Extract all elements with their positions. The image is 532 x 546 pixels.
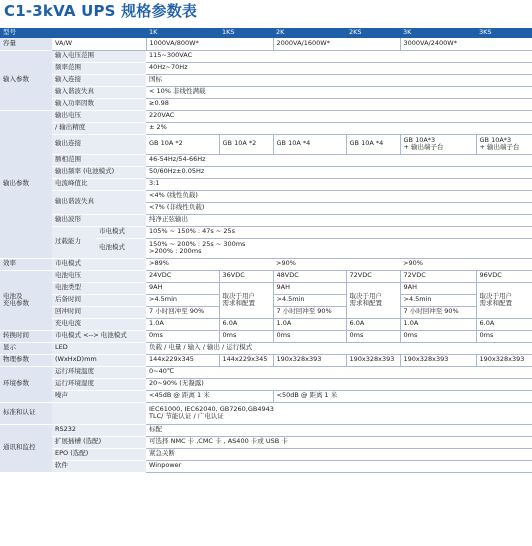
category-output: 输出参数	[0, 110, 52, 258]
display-value: 负载 / 电量 / 输入 / 输出 / 运行模式	[146, 342, 532, 354]
table-row	[0, 98, 532, 110]
output-connection-2k: GB 10A *4	[273, 134, 346, 154]
output-connection-1ks: GB 10A *2	[219, 134, 273, 154]
output-voltage-label: 输出电压	[52, 110, 146, 122]
input-voltage-value: 115~300VAC	[146, 50, 532, 62]
table-row	[0, 448, 532, 460]
table-row	[0, 282, 532, 294]
efficiency-3k: >90%	[400, 258, 532, 270]
page-title: C1-3kVA UPS 规格参数表	[4, 2, 198, 20]
dimension-2ks: 190x328x393	[346, 354, 400, 366]
dimension-3ks: 190x328x393	[476, 354, 532, 366]
output-connection-3k: GB 10A*3 + 输出端子台	[400, 134, 476, 154]
output-rated-freq-value: 46-54Hz/54-66Hz	[146, 154, 532, 166]
comm-slot-label: 扩展插槽 (选配)	[52, 436, 146, 448]
category-standards: 标准和认证	[0, 402, 52, 424]
dimension-1ks: 144x229x345	[219, 354, 273, 366]
output-crest-value: 3:1	[146, 178, 532, 190]
efficiency-1k: >89%	[146, 258, 273, 270]
dimension-3k: 190x328x393	[400, 354, 476, 366]
comm-rs232-label: RS232	[52, 424, 146, 436]
output-thd-label: 输出谐波失真	[52, 190, 146, 214]
capacity-3k: 3000VA/2400W*	[400, 38, 532, 50]
battery-voltage-2k: 48VDC	[273, 270, 346, 282]
header-2ks: 2KS	[346, 28, 400, 38]
category-efficiency: 效率	[0, 258, 52, 270]
output-overload-label: 过载能力	[52, 226, 96, 258]
dimension-1k: 144x229x345	[146, 354, 219, 366]
output-thd-linear: <4% (线性负载)	[146, 190, 532, 202]
header-2k: 2K	[273, 28, 346, 38]
battery-current-label: 充电电流	[52, 318, 146, 330]
table-row	[0, 214, 532, 226]
input-connection-value: 国标	[146, 74, 532, 86]
table-row	[0, 390, 532, 402]
table-row	[0, 330, 532, 342]
comm-epo-value: 紧急关断	[146, 448, 532, 460]
battery-voltage-1k: 24VDC	[146, 270, 219, 282]
battery-voltage-1ks: 36VDC	[219, 270, 273, 282]
input-freq-value: 40Hz~70Hz	[146, 62, 532, 74]
header-model: 型号	[0, 28, 146, 38]
table-row	[0, 460, 532, 472]
overload-mains-label: 市电模式	[96, 226, 146, 238]
output-waveform-label: 输出波形	[52, 214, 146, 226]
battery-current-2ks: 6.0A	[346, 318, 400, 330]
standards-line2: TLC/ 节能认证 / 广电认证	[149, 412, 224, 420]
environment-humidity-label: 运行环境湿度	[52, 378, 146, 390]
capacity-2k: 2000VA/1600W*	[273, 38, 400, 50]
battery-current-3ks: 6.0A	[476, 318, 532, 330]
input-freq-label: 频率范围	[52, 62, 146, 74]
header-1k: 1K	[146, 28, 219, 38]
output-thd-nonlinear: <7% (非线性负载)	[146, 202, 532, 214]
battery-voltage-2ks: 72VDC	[346, 270, 400, 282]
category-comm: 通讯和监控	[0, 424, 52, 472]
comm-rs232-value: 标配	[146, 424, 532, 436]
input-voltage-label: 输入电压范围	[52, 50, 146, 62]
table-row	[0, 110, 532, 122]
category-dimension: 物理参数	[0, 354, 52, 366]
battery-recharge-1k: 7 小时回冲至 90%	[146, 306, 219, 318]
overload-battery-label: 电池模式	[96, 238, 146, 258]
efficiency-2k: >90%	[273, 258, 400, 270]
header-1ks: 1KS	[219, 28, 273, 38]
table-row	[0, 190, 532, 202]
environment-noise-2k3k: <50dB @ 距离 1 米	[273, 390, 532, 402]
battery-recharge-label: 回冲时间	[52, 306, 146, 318]
battery-voltage-3ks: 96VDC	[476, 270, 532, 282]
category-transfer: 转换时间	[0, 330, 52, 342]
battery-backup-2k: >4.5min	[273, 294, 346, 306]
battery-type-label: 电池类型	[52, 282, 146, 294]
comm-epo-label: EPO (选配)	[52, 448, 146, 460]
input-pf-label: 输入功率因数	[52, 98, 146, 110]
battery-voltage-label: 电池电压	[52, 270, 146, 282]
battery-current-1k: 1.0A	[146, 318, 219, 330]
dimension-2k: 190x328x393	[273, 354, 346, 366]
table-row	[0, 122, 532, 134]
overload-mains-value: 105% ~ 150% : 47s ~ 25s	[146, 226, 532, 238]
output-battery-freq-label: 输出频率 (电池模式)	[52, 166, 146, 178]
category-battery: 电池及 充电参数	[0, 270, 52, 330]
output-crest-label: 电流峰值比	[52, 178, 146, 190]
output-connection-3ks: GB 10A*3 + 输出端子台	[476, 134, 532, 154]
table-row	[0, 402, 532, 424]
battery-current-3k: 1.0A	[400, 318, 476, 330]
comm-software-label: 软件	[52, 460, 146, 472]
table-row	[0, 226, 532, 238]
transfer-3ks: 0ms	[476, 330, 532, 342]
capacity-unit: VA/W	[52, 38, 146, 50]
battery-type-2k: 9AH	[273, 282, 346, 294]
output-connection-1k: GB 10A *2	[146, 134, 219, 154]
overload-battery-value	[146, 238, 532, 258]
input-connection-label: 输入连接	[52, 74, 146, 86]
table-row	[0, 50, 532, 62]
category-display: 显示	[0, 342, 52, 354]
comm-slot-value: 可选择 NMC 卡 ,CMC 卡 , AS400 卡或 USB 卡	[146, 436, 532, 448]
table-row	[0, 38, 532, 50]
environment-temp-value: 0~40℃	[146, 366, 532, 378]
table-row	[0, 318, 532, 330]
category-environment: 环境参数	[0, 366, 52, 402]
table-row	[0, 178, 532, 190]
transfer-1ks: 0ms	[219, 330, 273, 342]
transfer-3k: 0ms	[400, 330, 476, 342]
environment-noise-1k: <45dB @ 距离 1 米	[146, 390, 273, 402]
transfer-2ks: 0ms	[346, 330, 400, 342]
table-row	[0, 354, 532, 366]
battery-depends-1ks: 取决于用户 需求和配置	[219, 282, 273, 318]
table-row	[0, 424, 532, 436]
battery-depends-3ks: 取决于用户 需求和配置	[476, 282, 532, 318]
battery-backup-1k: >4.5min	[146, 294, 219, 306]
header-3k: 3K	[400, 28, 476, 38]
dimension-label: (WxHxD)mm	[52, 354, 146, 366]
battery-backup-3k: >4.5min	[400, 294, 476, 306]
table-row	[0, 154, 532, 166]
battery-type-3k: 9AH	[400, 282, 476, 294]
output-connection-2ks: GB 10A *4	[346, 134, 400, 154]
battery-voltage-3k: 72VDC	[400, 270, 476, 282]
output-waveform-value: 纯净正弦输出	[146, 214, 532, 226]
battery-backup-label: 后备时间	[52, 294, 146, 306]
battery-current-2k: 1.0A	[273, 318, 346, 330]
table-row	[0, 258, 532, 270]
table-row	[0, 86, 532, 98]
battery-recharge-3k: 7 小时回冲至 90%	[400, 306, 476, 318]
table-row	[0, 74, 532, 86]
environment-temp-label: 运行环境温度	[52, 366, 146, 378]
environment-noise-label: 噪声	[52, 390, 146, 402]
battery-depends-2ks: 取决于用户 需求和配置	[346, 282, 400, 318]
output-precision-value: ± 2%	[146, 122, 532, 134]
battery-recharge-2k: 7 小时回冲至 90%	[273, 306, 346, 318]
output-connection-label: 输出连接	[52, 134, 146, 154]
output-battery-freq-value: 50/60Hz±0.05Hz	[146, 166, 532, 178]
category-input: 输入参数	[0, 50, 52, 110]
overload-battery-line1: 150% ~ 200% : 25s ~ 300ms	[149, 239, 246, 248]
category-capacity: 容量	[0, 38, 52, 50]
output-voltage-value: 220VAC	[146, 110, 532, 122]
standards-blank	[52, 402, 146, 424]
overload-battery-line2: >200% : 200ms	[149, 247, 202, 255]
output-precision-label: / 输出精度	[52, 122, 146, 134]
transfer-label: 市电模式 <--> 电池模式	[52, 330, 146, 342]
input-thd-label: 输入谐波失真	[52, 86, 146, 98]
standards-line1: IEC61000, IEC62040, GB7260,GB4943	[149, 404, 274, 413]
battery-type-1k: 9AH	[146, 282, 219, 294]
standards-value	[146, 402, 532, 424]
table-row	[0, 62, 532, 74]
table-row	[0, 436, 532, 448]
battery-current-1ks: 6.0A	[219, 318, 273, 330]
output-rated-freq-label: 额相范围	[52, 154, 146, 166]
table-row	[0, 366, 532, 378]
table-row	[0, 378, 532, 390]
table-row	[0, 342, 532, 354]
table-row	[0, 270, 532, 282]
comm-software-value: Winpower	[146, 460, 532, 472]
capacity-1k: 1000VA/800W*	[146, 38, 273, 50]
transfer-1k: 0ms	[146, 330, 219, 342]
input-thd-value: < 10% 非线性满载	[146, 86, 532, 98]
table-header-row	[0, 28, 532, 38]
input-pf-value: ≥0.98	[146, 98, 532, 110]
spec-table	[0, 28, 532, 473]
header-3ks: 3KS	[476, 28, 532, 38]
environment-humidity-value: 20~90% (无凝露)	[146, 378, 532, 390]
efficiency-label: 市电模式	[52, 258, 146, 270]
display-label: LED	[52, 342, 146, 354]
table-row	[0, 166, 532, 178]
transfer-2k: 0ms	[273, 330, 346, 342]
table-row	[0, 134, 532, 154]
